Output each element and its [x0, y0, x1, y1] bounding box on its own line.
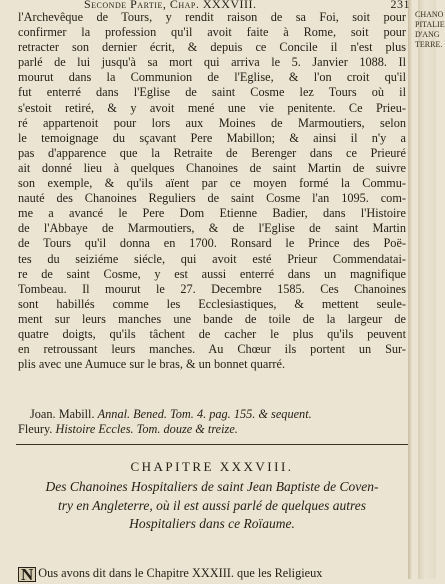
- body-line: me a avancé le Pere Dom Etienne Badier, dans l'Histoire: [18, 206, 406, 221]
- body-line: de l'Abbaye de Marmoutiers, & de l'Eglise de saint Martin: [18, 221, 406, 236]
- citation-line: [18, 422, 406, 437]
- body-line: pas d'apparence que la Retraite de Berenger dans ce Prieuré: [18, 145, 406, 160]
- body-line: fut enterré dans l'Eglise de saint Cosme lez Tours où il: [18, 85, 406, 100]
- body-line: re de saint Cosme, y est aussi enterré dans un magnifique: [18, 266, 406, 281]
- citation-author: Joan. Mabill.: [30, 407, 95, 421]
- chapter-title: CHAPITRE XXXVIII.: [130, 459, 294, 474]
- citation-author: Fleury.: [18, 422, 53, 437]
- body-line: en retroussant leurs manches. Au Chœur ils portent un Sur-: [18, 342, 406, 357]
- page-number: 231: [390, 0, 410, 11]
- body-line: l'Archevêque de Tours, y rendit raison de sa Foi, soit pour: [18, 10, 406, 24]
- side-note-line: CHANO: [415, 10, 444, 19]
- body-line: nauté des Chanoines Reguliers de saint Cosme l'an 1095. com-: [18, 191, 406, 206]
- body-line: de Tours qu'il donna en 1700. Ronsard le Prince des Poë-: [18, 236, 406, 251]
- citation-line: [18, 407, 406, 422]
- citation-work: Annal. Bened. Tom.: [97, 407, 194, 421]
- body-line: retracter son dernier écrit, & depuis ce Concile il n'est plus: [18, 40, 406, 55]
- body-line: confirmer la profession qu'il avoit faite à Rome, soit pour: [18, 25, 406, 40]
- facing-page-side-note: [415, 10, 445, 50]
- chapter-summary: [22, 478, 402, 534]
- body-paragraph: [18, 10, 406, 372]
- side-note-line: PITALIE: [415, 20, 445, 29]
- body-line: Tombeau. Il mourut le 27. Decembre 1585. Ces Chanoines: [18, 281, 406, 296]
- body-line: ment sur leurs manches une bande de toile de la largeur de: [18, 311, 406, 326]
- body-line: s'estoit retiré, & y avoit mené une vie penitente. Ce Prieu-: [18, 100, 406, 115]
- body-line: parlé de lui jusqu'à sa mort qui arriva le 5. Janvier 1088. Il: [18, 55, 406, 70]
- side-note-line: TERRE.: [415, 40, 443, 49]
- body-line: le temoignage du sçavant Pere Mabillon; & ainsi il n'y a: [18, 130, 406, 145]
- chapter-summary-line: try en Angleterre, où il est aussi parlé de quelques autres: [57, 497, 367, 513]
- body-line: tes du seiziéme siécle, qui avoit esté Prieur Commendatai-: [18, 251, 406, 266]
- body-line: mourut dans la Communion de l'Eglise, & l'on croit qu'il: [18, 70, 406, 85]
- running-head-title: Seconde Partie, Chap. XXXVIII.: [84, 0, 257, 11]
- citation-block: [18, 407, 406, 437]
- body-line: sont habillés comme les Ecclesiastiques, & mettent seule-: [18, 296, 406, 311]
- drop-cap-letter: N: [18, 567, 36, 582]
- page-fold: [408, 0, 412, 579]
- chapter-summary-line: Des Chanoines Hospitaliers de saint Jean Baptiste de Coven-: [45, 479, 379, 494]
- body-line: plis avec une Aumuce sur le bras, & un bonnet quarré.: [18, 357, 286, 372]
- facing-page-edge: [418, 0, 436, 579]
- body-line: quatre doigts, qu'ils tâchent de cacher le plus qu'ils peuvent: [18, 326, 406, 341]
- side-note-line: D'ANG: [415, 30, 440, 39]
- body-line: ait donné lieu à quelques Chanoines de saint Martin de suivre: [18, 160, 406, 175]
- body-line: son exemple, & qu'ils aïent par ce moyen formé la Commu-: [18, 176, 406, 191]
- opening-text: Ous avons dit dans le Chapitre XXXIII. que les Religieux: [38, 566, 323, 580]
- chapter-opening-line: [18, 565, 410, 584]
- section-divider: [16, 444, 408, 445]
- citation-reference: 4. pag. 155. & sequent.: [196, 407, 312, 421]
- chapter-summary-line: Hospitaliers dans ce Roïaume.: [129, 516, 295, 531]
- citation-work: Histoire Eccles. Tom. douze & treize.: [55, 422, 238, 437]
- body-line: ré appartenoit pour lors aux Moines de Marmoutiers, selon: [18, 115, 406, 130]
